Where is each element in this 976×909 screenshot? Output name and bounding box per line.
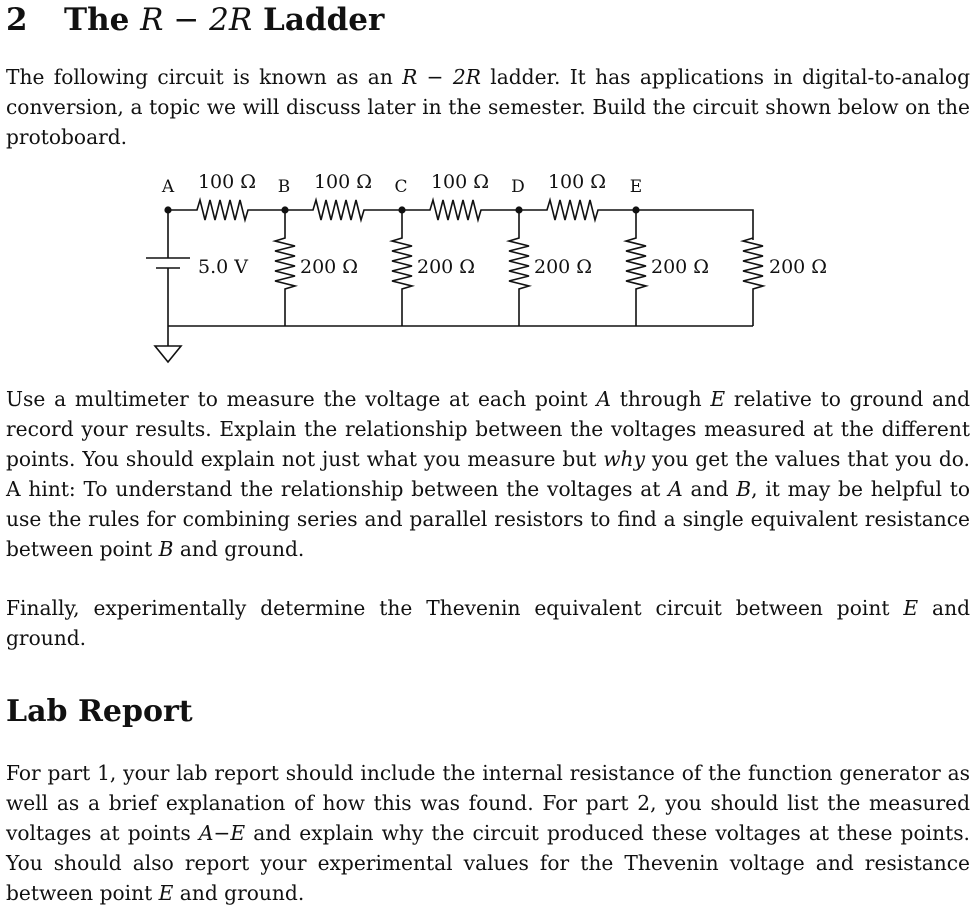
node-label-b: B [277, 177, 291, 197]
node-dot-b [281, 206, 288, 213]
shunt-resistor-5 [743, 238, 763, 326]
node-label-c: C [394, 177, 408, 197]
lab-report-heading: Lab Report [6, 694, 193, 729]
section-number: 2 [6, 2, 28, 38]
lab-report-paragraph: For part 1, your lab report should include the internal resistance of the function generator as well as a brief explanation of how this was found. For part 2, you should list the measured voltages at points A−E and explain why the circuit produced these voltages at these points. You should also report your experimental values for the Thevenin voltage and resistance between point E and ground. [6, 761, 970, 905]
shunt-value-1: 200 Ω [300, 256, 359, 278]
shunt-value-4: 200 Ω [651, 256, 710, 278]
series-value-4: 100 Ω [547, 171, 607, 193]
shunt-value-3: 200 Ω [534, 256, 593, 278]
series-resistor-2 [285, 200, 402, 220]
node-dot-d [515, 206, 522, 213]
node-label-d: D [511, 177, 525, 197]
shunt-resistor-3 [509, 210, 529, 326]
shunt-value-5: 200 Ω [769, 256, 828, 278]
section-title: 2 The R − 2R Ladder [6, 2, 385, 38]
ground-icon [155, 346, 181, 362]
series-value-3: 100 Ω [430, 171, 490, 193]
shunt-value-2: 200 Ω [417, 256, 476, 278]
series-resistor-3 [402, 200, 519, 220]
series-resistor-4 [519, 200, 636, 220]
intro-paragraph: The following circuit is known as an R − 2R ladder. It has applications in digital-to-analog conversion, a topic we will discuss later in the semester. Build the circuit shown below on the protoboard. [6, 65, 970, 149]
thevenin-paragraph: Finally, experimentally determine the Thevenin equivalent circuit between point E and ground. [6, 596, 970, 650]
shunt-resistor-4 [626, 210, 646, 326]
shunt-resistor-1 [275, 210, 295, 326]
node-label-e: E [629, 177, 643, 197]
shunt-resistor-2 [392, 210, 412, 326]
top-wire-right [636, 210, 753, 240]
node-dot-a [164, 206, 171, 213]
series-value-2: 100 Ω [313, 171, 373, 193]
measurement-paragraph: Use a multimeter to measure the voltage at each point A through E relative to ground and record your results. Explain the relationship between the voltages measured at the different points. You should explain not just what you measure but why you get the values that you do. A hint: To understand the relationship between the voltages at A and B, it may be helpful to use the rules for combining series and parallel resistors to find a single equivalent resistance between point B and ground. [6, 387, 970, 561]
series-resistor-1 [168, 200, 285, 220]
node-label-a: A [161, 177, 175, 197]
node-dot-c [398, 206, 405, 213]
node-dot-e [632, 206, 639, 213]
source-voltage-label: 5.0 V [198, 256, 248, 278]
r2r-ladder-circuit [0, 160, 976, 375]
series-value-1: 100 Ω [197, 171, 257, 193]
